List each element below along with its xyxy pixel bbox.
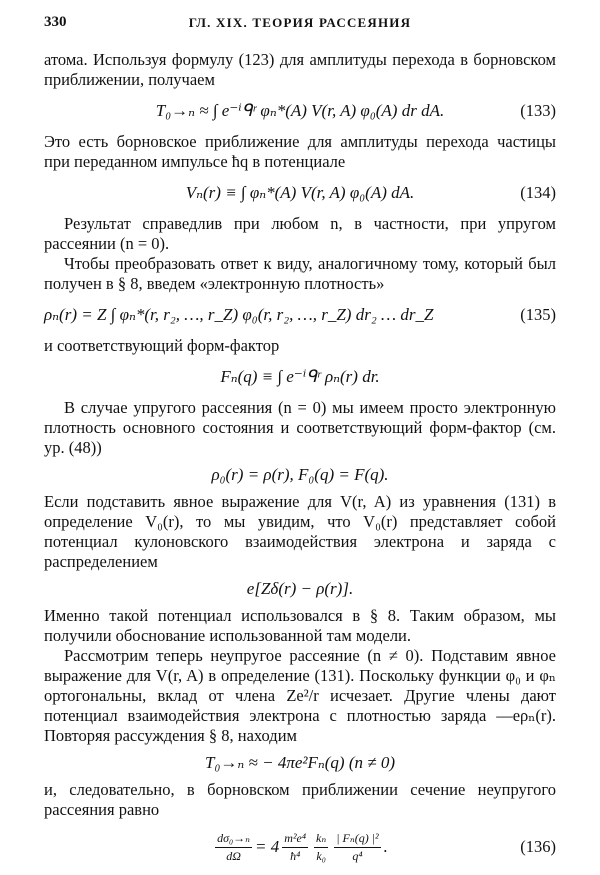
equation-135: [44, 294, 556, 336]
fraction-cross-section: [215, 831, 252, 864]
equation-133-number: (133): [520, 101, 556, 120]
equation-form-factor: [44, 356, 556, 398]
equation-136: [44, 820, 556, 874]
equation-134: [44, 172, 556, 214]
fraction-denominator: dΩ: [226, 848, 241, 863]
equation-t0n-formula: T₀→ₙ ≈ − 4πe²Fₙ(q) (n ≠ 0): [205, 753, 395, 772]
paragraph-9: Рассмотрим теперь неупругое рассеяние (n ≠ 0). Подставим явное выражение для V(r, A) в определение (131). Поскольку функции φ₀ и φₙ ортогональны, вклад от члена Ze²/r исчезает. Другие члены дают потенциал взаимодействия электрона с плотностью заряда —eρₙ(r). Повторяя рассуждения § 8, находим: [44, 646, 556, 745]
equation-136-period: .: [383, 837, 388, 856]
paragraph-10: и, следовательно, в борновском приближении сечение неупругого рассеяния равно: [44, 780, 556, 819]
equation-charge: [44, 572, 556, 606]
paragraph-1: атома. Используя формулу (123) для амплитуды перехода в борновском приближении, получаем: [44, 50, 556, 89]
equation-135-number: (135): [520, 305, 556, 324]
fraction-k: [314, 831, 328, 864]
paragraph-8: Именно такой потенциал использовался в § 8. Таким образом, мы получили обоснование использованной там модели.: [44, 606, 556, 645]
page-body: [44, 50, 556, 874]
page-header: [44, 14, 556, 32]
equation-136-coefficient: = 4: [255, 837, 280, 856]
equation-rho0: [44, 458, 556, 492]
page-number: 330: [44, 14, 67, 30]
equation-charge-formula: e[Zδ(r) − ρ(r)].: [246, 579, 354, 598]
running-head: ГЛ. XIX. ТЕОРИЯ РАССЕЯНИЯ: [188, 15, 412, 30]
fraction-form-factor: [334, 831, 380, 864]
fraction-numerator: dσ₀→ₙ: [215, 831, 252, 848]
paragraph-7: Если подставить явное выражение для V(r, A) из уравнения (131) в определение V₀(r), то мы увидим, что V₀(r) представляет собой потенциал кулоновского взаимодействия электрона и заряда с распределением: [44, 492, 556, 571]
equation-136-number: (136): [520, 837, 556, 856]
paragraph-4: Чтобы преобразовать ответ к виду, аналогичному тому, который был получен в § 8, введем «электронную плотность»: [44, 254, 556, 293]
equation-form-factor-formula: Fₙ(q) ≡ ∫ e⁻ⁱᑫʳ ρₙ(r) dr.: [220, 367, 380, 386]
paragraph-5: и соответствующий форм-фактор: [44, 336, 280, 355]
equation-t0n: [44, 746, 556, 780]
equation-134-number: (134): [520, 183, 556, 202]
equation-134-formula: Vₙ(r) ≡ ∫ φₙ*(A) V(r, A) φ₀(A) dA.: [185, 183, 415, 202]
equation-rho0-formula: ρ₀(r) = ρ(r), F₀(q) = F(q).: [211, 465, 389, 484]
paragraph-6: В случае упругого рассеяния (n = 0) мы имеем просто электронную плотность основного состояния и соответствующий форм-фактор (см. ур. (48)): [44, 398, 556, 457]
fraction-denominator: ħ⁴: [290, 848, 301, 863]
equation-133-formula: T₀→ₙ ≈ ∫ e⁻ⁱᑫʳ φₙ*(A) V(r, A) φ₀(A) dr dA.: [155, 101, 445, 120]
fraction-numerator: kₙ: [314, 831, 328, 848]
fraction-m-e: [282, 831, 308, 864]
paragraph-2: Это есть борновское приближение для амплитуды перехода частицы при переданном импульсе ħq в потенциале: [44, 132, 556, 171]
paragraph-3: Результат справедлив при любом n, в частности, при упругом рассеянии (n = 0).: [44, 214, 556, 253]
fraction-denominator: k₀: [316, 848, 326, 863]
equation-133: [44, 90, 556, 132]
fraction-numerator: m²e⁴: [282, 831, 308, 848]
fraction-numerator: | Fₙ(q) |²: [334, 831, 380, 848]
fraction-denominator: q⁴: [352, 848, 363, 863]
equation-135-formula: ρₙ(r) = Z ∫ φₙ*(r, r₂, …, r_Z) φ₀(r, r₂, …, r_Z) dr₂ … dr_Z: [44, 305, 434, 324]
equation-136-formula: [44, 820, 556, 874]
